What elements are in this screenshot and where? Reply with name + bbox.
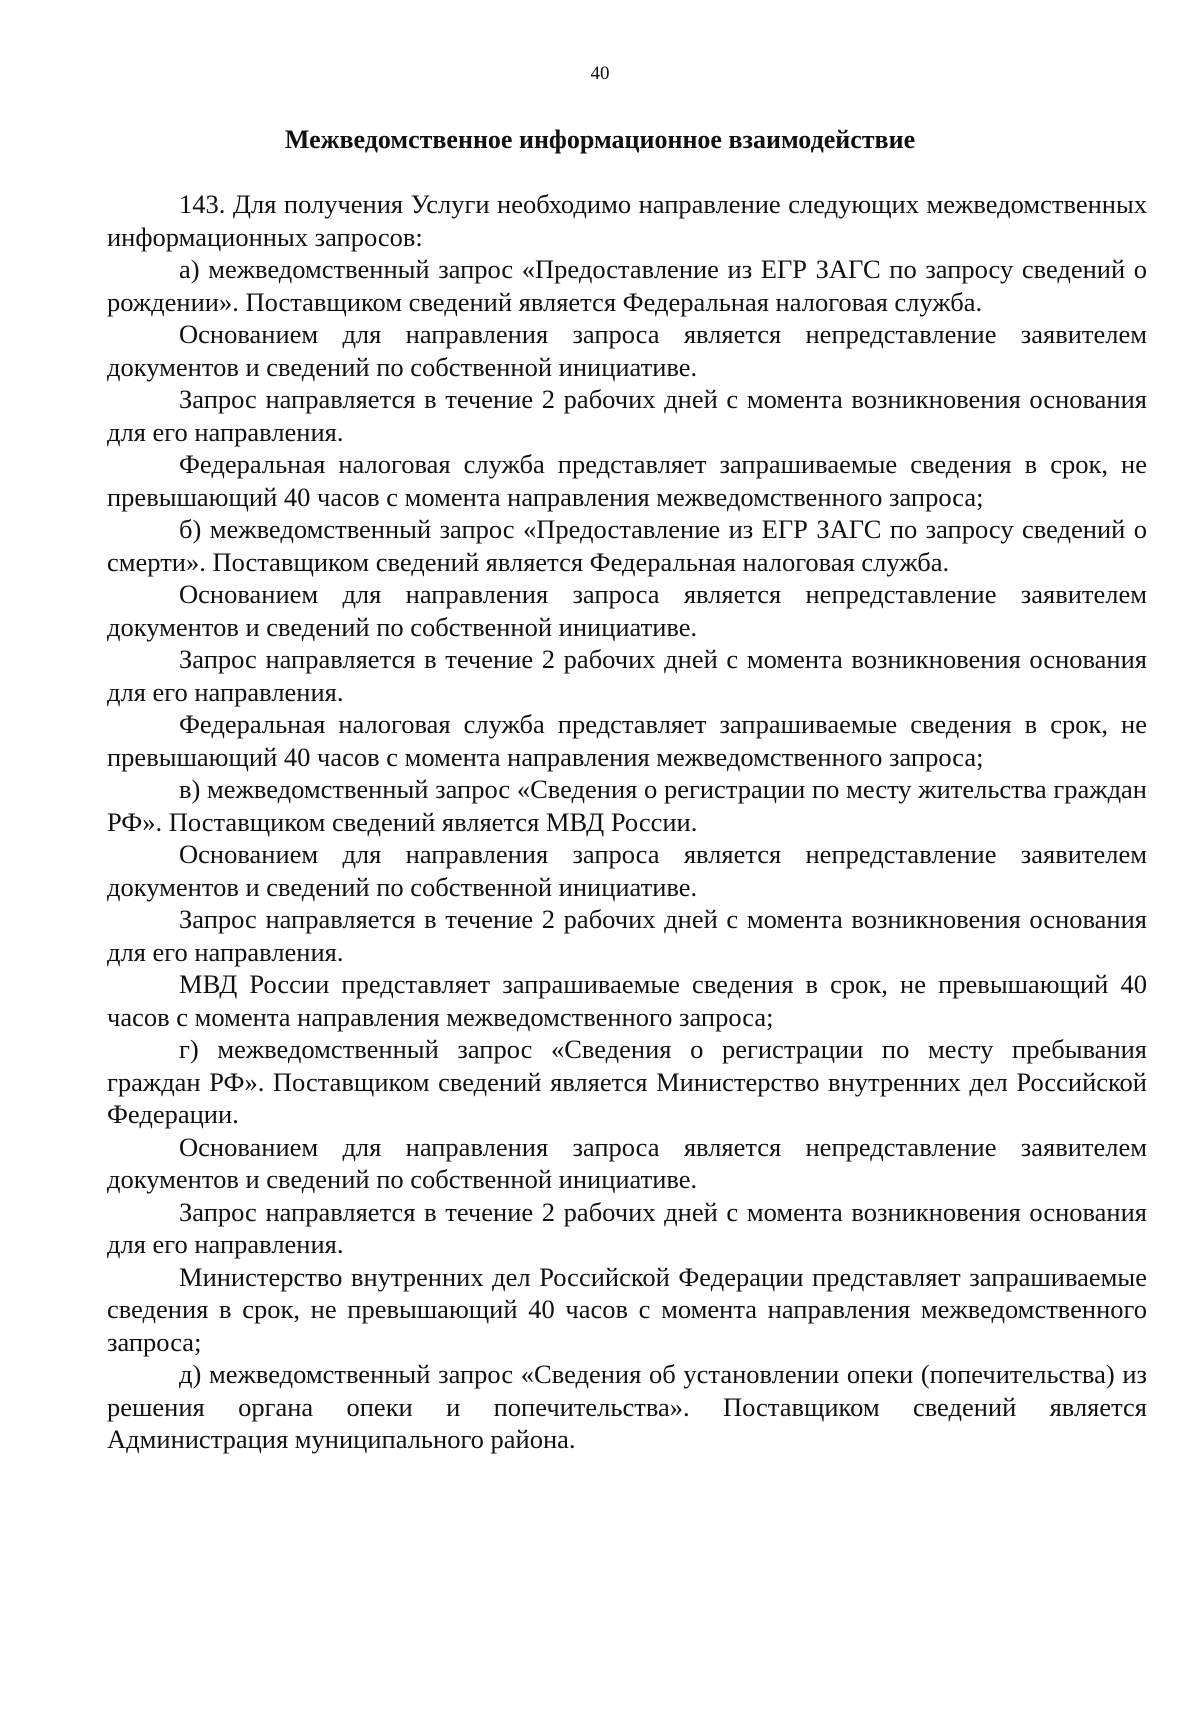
paragraph-timing: Запрос направляется в течение 2 рабочих дней с момента возникновения основания для его направления. — [107, 1196, 1147, 1259]
paragraph-item-a: а) межведомственный запрос «Предоставление из ЕГР ЗАГС по запросу сведений о рождении». Поставщиком сведений является Федеральная налоговая служба. — [107, 254, 1147, 317]
paragraph-item-d: д) межведомственный запрос «Сведения об установлении опеки (попечительства) из решения органа опеки и попечительства». Поставщиком сведений является Администрация муниципального района. — [107, 1359, 1147, 1454]
paragraph-deadline: Министерство внутренних дел Российской Федерации представляет запрашиваемые сведения в срок, не превышающий 40 часов с момента направления межведомственного запроса; — [107, 1261, 1147, 1357]
paragraph-basis: Основанием для направления запроса является непредставление заявителем документов и сведений по собственной инициативе. — [107, 579, 1147, 642]
paragraph-basis: Основанием для направления запроса является непредставление заявителем документов и сведений по собственной инициативе. — [107, 839, 1147, 902]
paragraph-basis: Основанием для направления запроса является непредставление заявителем документов и сведений по собственной инициативе. — [107, 319, 1147, 382]
paragraph-timing: Запрос направляется в течение 2 рабочих дней с момента возникновения основания для его направления. — [107, 644, 1147, 707]
paragraph-deadline: Федеральная налоговая служба представляет запрашиваемые сведения в срок, не превышающий 40 часов с момента направления межведомственного запроса; — [107, 709, 1147, 772]
paragraph-deadline: МВД России представляет запрашиваемые сведения в срок, не превышающий 40 часов с момента направления межведомственного запроса; — [107, 969, 1147, 1032]
paragraph-timing: Запрос направляется в течение 2 рабочих дней с момента возникновения основания для его направления. — [107, 384, 1147, 447]
section-heading: Межведомственное информационное взаимодействие — [284, 125, 916, 154]
document-body — [107, 188, 1147, 1456]
paragraph-basis: Основанием для направления запроса является непредставление заявителем документов и сведений по собственной инициативе. — [107, 1131, 1147, 1194]
paragraph-timing: Запрос направляется в течение 2 рабочих дней с момента возникновения основания для его направления. — [107, 904, 1147, 967]
page-number: 40 — [590, 63, 610, 84]
paragraph-item-v: в) межведомственный запрос «Сведения о регистрации по месту жительства граждан РФ». Поставщиком сведений является МВД России. — [107, 774, 1147, 837]
paragraph-intro: 143. Для получения Услуги необходимо направление следующих межведомственных информационных запросов: — [107, 189, 1147, 252]
paragraph-deadline: Федеральная налоговая служба представляет запрашиваемые сведения в срок, не превышающий 40 часов с момента направления межведомственного запроса; — [107, 449, 1147, 512]
paragraph-item-g: г) межведомственный запрос «Сведения о регистрации по месту пребывания граждан РФ». Поставщиком сведений является Министерство внутренних дел Российской Федерации. — [107, 1034, 1147, 1129]
paragraph-item-b: б) межведомственный запрос «Предоставление из ЕГР ЗАГС по запросу сведений о смерти». Поставщиком сведений является Федеральная налоговая служба. — [107, 514, 1147, 577]
